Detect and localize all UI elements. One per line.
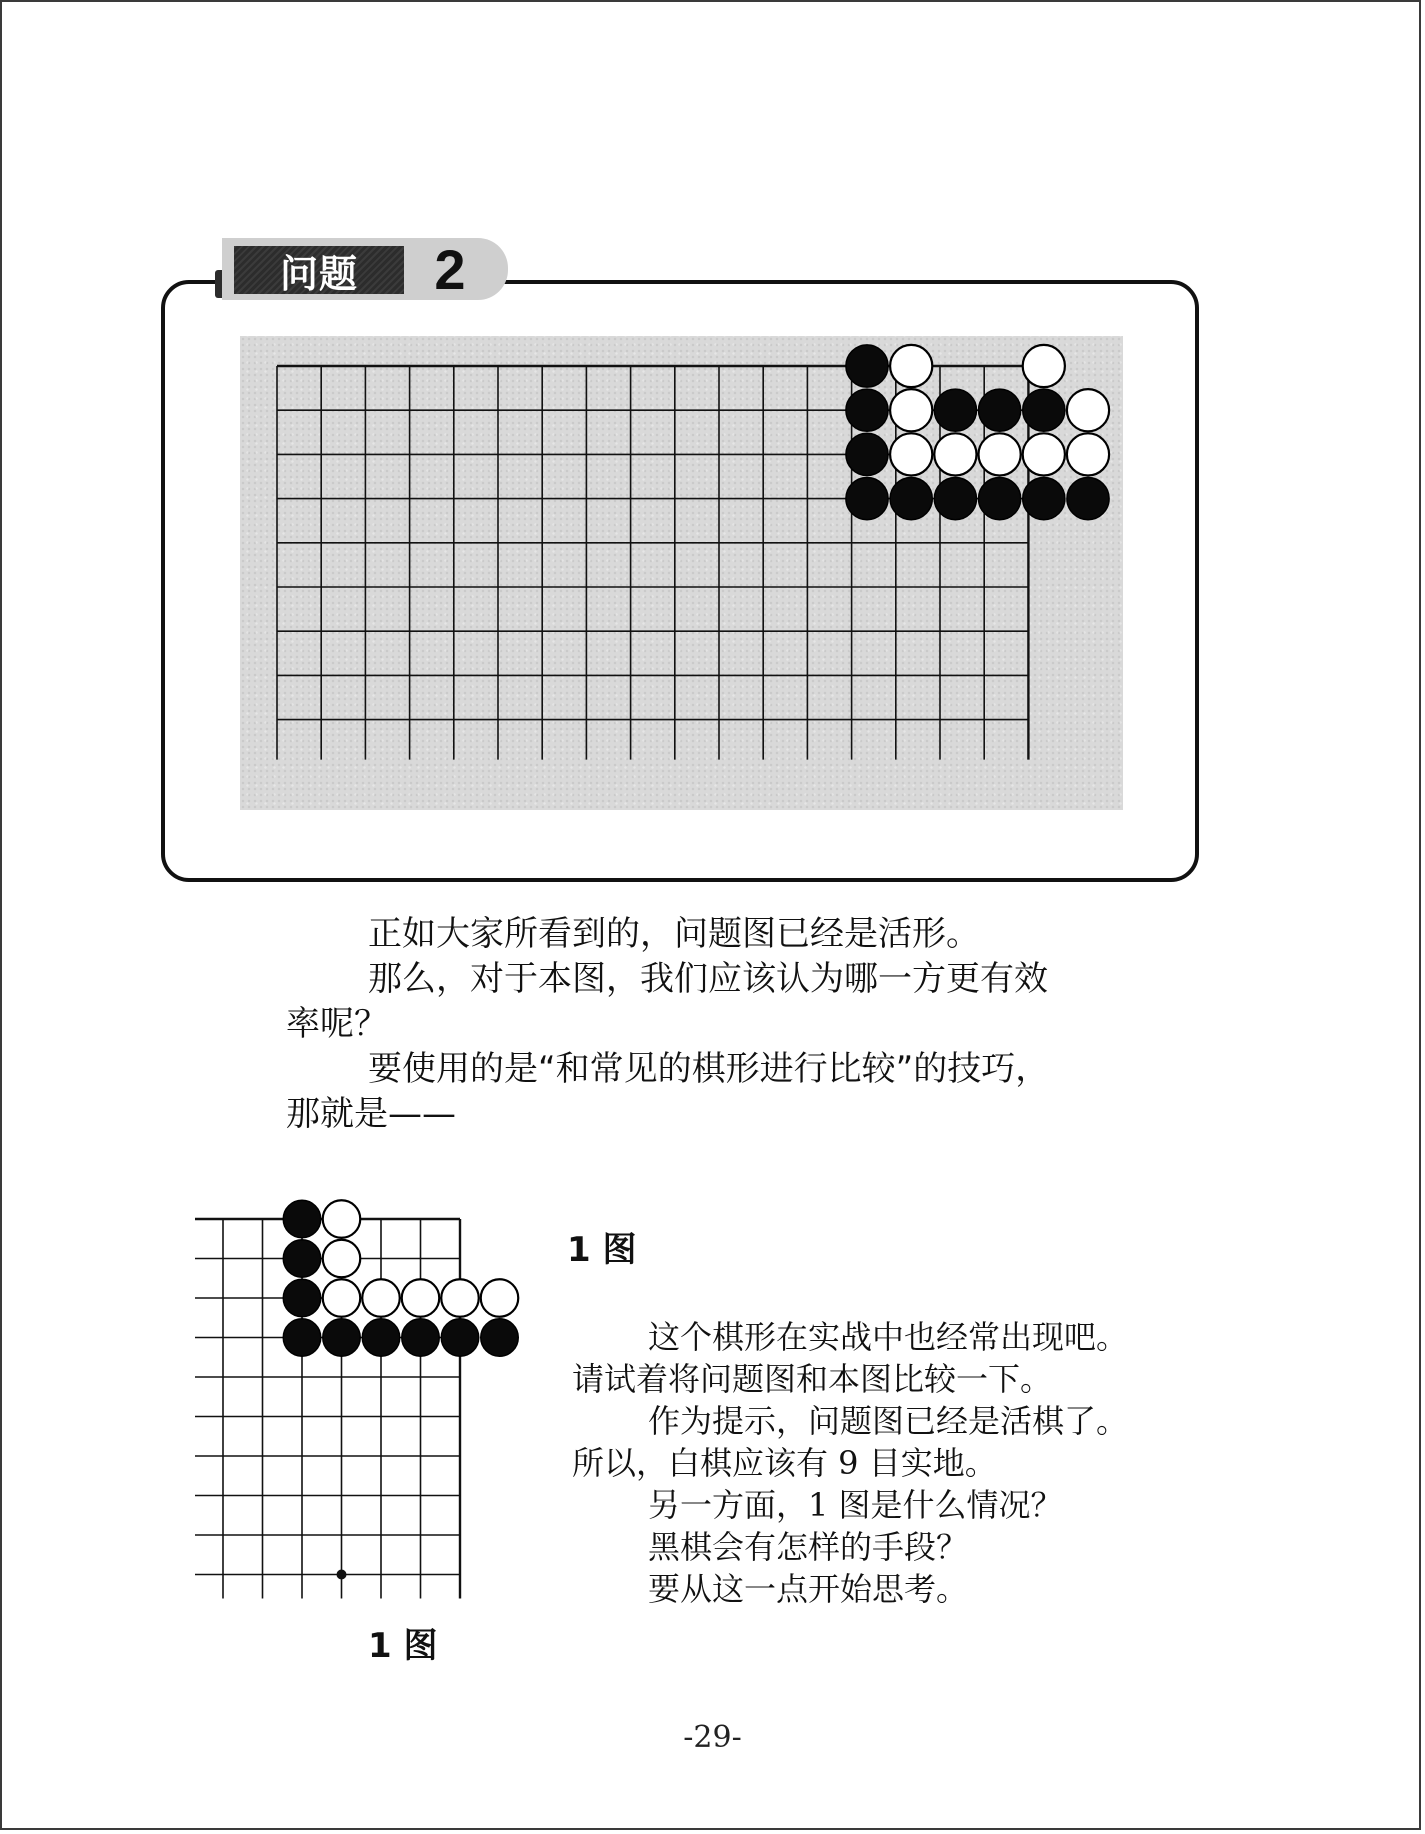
- figure-1-text-line: 请试着将问题图和本图比较一下。: [572, 1360, 1053, 1398]
- figure-1-text-line: 所以，白棋应该有 9 目实地。: [572, 1444, 997, 1482]
- figure-1-text-line: 作为提示，问题图已经是活棋了。: [648, 1402, 1129, 1440]
- main-text-line: 率呢？: [286, 1004, 388, 1044]
- figure-1-text-line: 这个棋形在实战中也经常出现吧。: [648, 1318, 1129, 1356]
- problem-tab: [222, 238, 508, 300]
- main-text-line: 那就是——: [286, 1094, 456, 1134]
- main-text-line: 正如大家所看到的，问题图已经是活形。: [368, 914, 980, 954]
- figure-1-text-line: 要从这一点开始思考。: [648, 1570, 969, 1608]
- figure-1-text-line: 另一方面，1 图是什么情况？: [648, 1486, 1063, 1524]
- figure-1-text: [572, 1316, 1128, 1610]
- problem-label: 问题: [234, 246, 404, 294]
- problem-number: 2: [434, 237, 466, 301]
- main-text-line: 要使用的是“和常见的棋形进行比较”的技巧，: [368, 1049, 1050, 1089]
- figure-1-text-line: 黑棋会有怎样的手段？: [648, 1528, 969, 1566]
- main-text: [286, 912, 1049, 1137]
- figure-1-caption-below: 1 图: [368, 1626, 438, 1666]
- problem-board-background: [240, 336, 1123, 810]
- main-text-line: 那么，对于本图，我们应该认为哪一方更有效: [368, 959, 1048, 999]
- page-number: -29-: [683, 1720, 742, 1755]
- figure-1-caption-right: 1 图: [567, 1230, 637, 1270]
